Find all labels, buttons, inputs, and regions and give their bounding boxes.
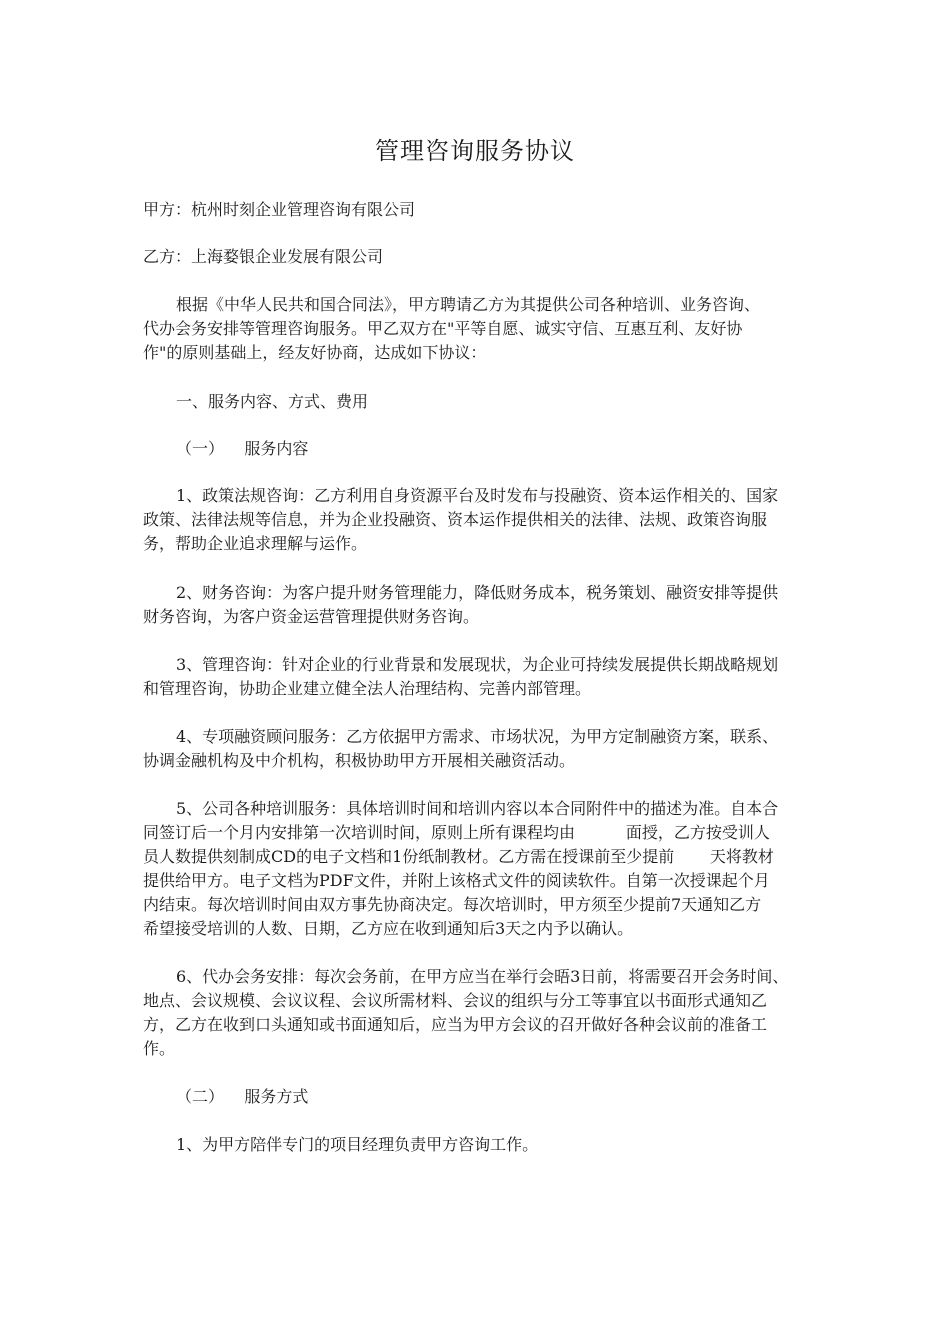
method-clause-1: 1、为甲方陪伴专门的项目经理负责甲方咨询工作。 [176, 1135, 539, 1154]
clause-3-line-1: 3、管理咨询：针对企业的行业背景和发展现状，为企业可持续发展提供长期战略规划 [176, 655, 779, 674]
clause-5-line-4: 提供给甲方。电子文档为PDF文件，并附上该格式文件的阅读软件。自第一次授课起个月 [143, 871, 770, 890]
clause-1-line-1: 1、政策法规咨询：乙方利用自身资源平台及时发布与投融资、资本运作相关的、国家 [176, 486, 779, 505]
clause-4-line-1: 4、专项融资顾问服务：乙方依据甲方需求、市场状况，为甲方定制融资方案，联系、 [176, 727, 779, 746]
clause-5-line-3: 员人数提供刻制成CD的电子文档和1份纸制教材。乙方需在授课前至少提前 天将教材 [143, 847, 774, 866]
clause-6-line-2: 地点、会议规模、会议议程、会议所需材料、会议的组织与分工等事宜以书面形式通知乙 [143, 991, 768, 1010]
preamble-line-1: 根据《中华人民共和国合同法》，甲方聘请乙方为其提供公司各种培训、业务咨询、 [176, 295, 761, 314]
clause-1-line-3: 务，帮助企业追求理解与运作。 [143, 534, 368, 553]
clause-4-line-2: 协调金融机构及中介机构，积极协助甲方开展相关融资活动。 [143, 751, 576, 770]
preamble-line-2: 代办会务安排等管理咨询服务。甲乙双方在"平等自愿、诚实守信、互惠互利、友好协 [143, 319, 743, 338]
clause-2-line-2: 财务咨询，为客户资金运营管理提供财务咨询。 [143, 607, 480, 626]
clause-1-line-2: 政策、法律法规等信息，并为企业投融资、资本运作提供相关的法律、法规、政策咨询服 [143, 510, 768, 529]
subsection-heading-2: （二） 服务方式 [176, 1087, 309, 1106]
clause-6-line-3: 方，乙方在收到口头通知或书面通知后，应当为甲方会议的召开做好各种会议前的准备工 [143, 1015, 768, 1034]
subsection-heading-1: （一） 服务内容 [176, 439, 309, 458]
clause-6-line-1: 6、代办会务安排：每次会务前，在甲方应当在举行会晤3日前，将需要召开会务时间、 [176, 967, 789, 986]
clause-6-line-4: 作。 [143, 1039, 176, 1058]
clause-2-line-1: 2、财务咨询：为客户提升财务管理能力，降低财务成本，税务策划、融资安排等提供 [176, 583, 779, 602]
clause-3-line-2: 和管理咨询，协助企业建立健全法人治理结构、完善内部管理。 [143, 679, 592, 698]
clause-5-line-1: 5、公司各种培训服务：具体培训时间和培训内容以本合同附件中的描述为准。自本合 [176, 799, 779, 818]
preamble-line-3: 作"的原则基础上，经友好协商，达成如下协议： [143, 343, 487, 362]
document-title: 管理咨询服务协议 [375, 137, 575, 165]
party-b-line: 乙方：上海婺银企业发展有限公司 [143, 247, 384, 266]
clause-5-line-5: 内结束。每次培训时间由双方事先协商决定。每次培训时，甲方须至少提前7天通知乙方 [143, 895, 762, 914]
clause-5-line-6: 希望接受培训的人数、日期，乙方应在收到通知后3天之内予以确认。 [143, 919, 634, 938]
section-heading-1: 一、服务内容、方式、费用 [176, 392, 369, 411]
party-a-line: 甲方：杭州时刻企业管理咨询有限公司 [143, 200, 416, 219]
clause-5-line-2: 同签订后一个月内安排第一次培训时间，原则上所有课程均由 面授，乙方按受训人 [143, 823, 770, 842]
